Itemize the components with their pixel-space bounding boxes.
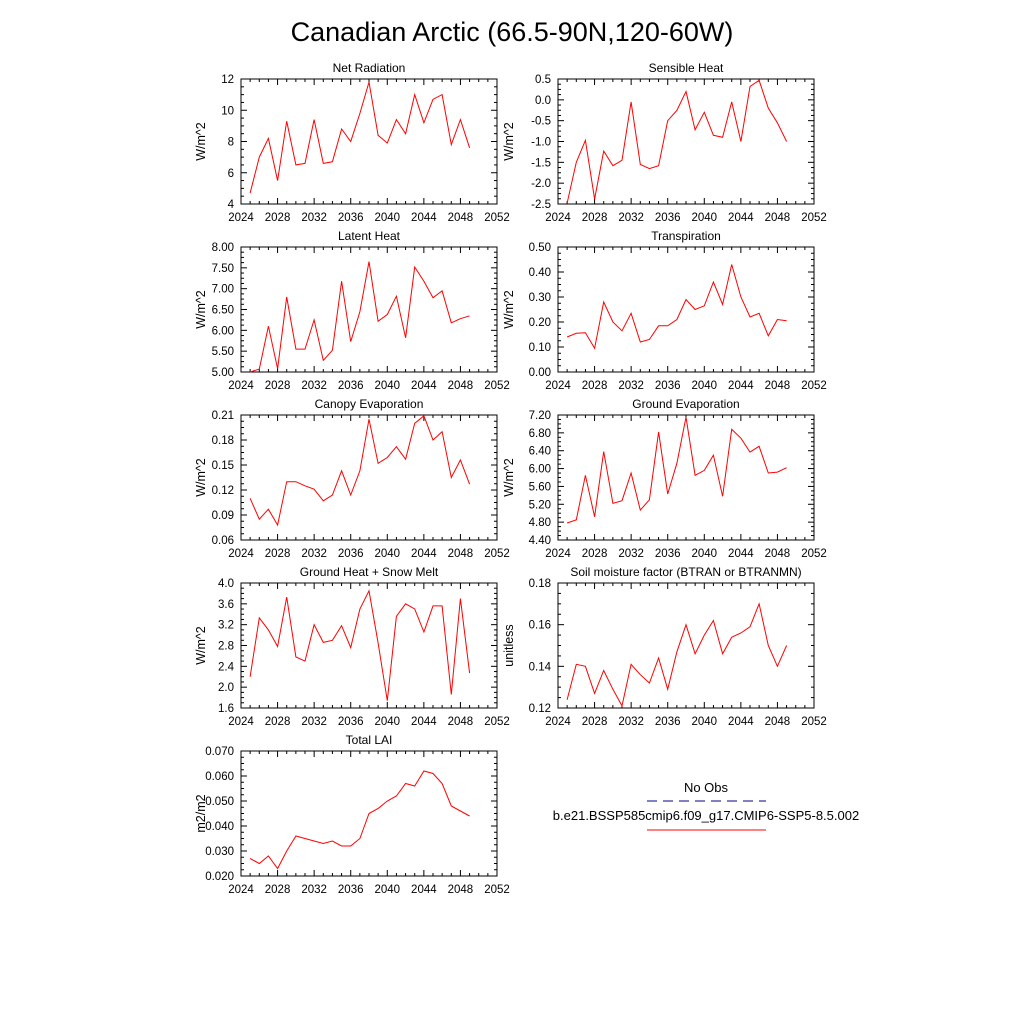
panel-ground-evaporation bbox=[502, 397, 827, 560]
x-tick-label: 2048 bbox=[764, 548, 791, 560]
x-tick-label: 2036 bbox=[337, 884, 364, 896]
x-tick-label: 2028 bbox=[581, 380, 608, 392]
x-tick-label: 2048 bbox=[764, 380, 791, 392]
y-axis-label: m2/m2 bbox=[194, 794, 208, 833]
y-tick-label: 0.5 bbox=[535, 74, 551, 86]
y-axis-label: W/m^2 bbox=[194, 458, 208, 497]
y-tick-label: 0.070 bbox=[205, 746, 234, 758]
y-tick-label: 2.4 bbox=[218, 661, 234, 674]
x-tick-label: 2024 bbox=[228, 716, 254, 728]
y-tick-label: 0.030 bbox=[205, 846, 234, 858]
figure-title: Canadian Arctic (66.5-90N,120-60W) bbox=[290, 17, 734, 47]
x-tick-label: 2036 bbox=[654, 380, 681, 392]
y-tick-label: 0.020 bbox=[205, 871, 234, 883]
x-tick-label: 2052 bbox=[801, 548, 827, 560]
x-tick-label: 2028 bbox=[581, 212, 608, 224]
panel-title: Canopy Evaporation bbox=[314, 397, 424, 411]
x-tick-label: 2028 bbox=[264, 548, 291, 560]
series-line bbox=[250, 591, 470, 701]
plot-frame bbox=[558, 415, 814, 540]
y-tick-label: 0.040 bbox=[205, 821, 234, 833]
plot-frame bbox=[241, 79, 497, 204]
y-tick-label: 10 bbox=[221, 105, 234, 118]
legend-obs-label: No Obs bbox=[683, 780, 729, 795]
panel-ground-heat-snow-melt bbox=[194, 565, 510, 728]
x-tick-label: 2024 bbox=[228, 884, 254, 896]
x-tick-label: 2048 bbox=[764, 212, 791, 224]
x-tick-label: 2040 bbox=[374, 884, 401, 896]
y-tick-label: 6 bbox=[227, 167, 234, 180]
panel-transpiration bbox=[502, 229, 827, 392]
y-tick-label: -1.5 bbox=[531, 157, 551, 170]
y-tick-label: 8.00 bbox=[211, 242, 234, 254]
y-tick-label: 0.0 bbox=[535, 94, 551, 107]
x-tick-label: 2040 bbox=[691, 380, 718, 392]
y-tick-label: 0.20 bbox=[528, 317, 551, 329]
x-tick-label: 2024 bbox=[228, 212, 254, 224]
x-tick-label: 2052 bbox=[484, 548, 510, 560]
x-tick-label: 2052 bbox=[801, 716, 827, 728]
y-tick-label: 6.00 bbox=[211, 325, 234, 338]
y-tick-label: 4 bbox=[227, 199, 234, 211]
panel-sensible-heat bbox=[502, 61, 827, 224]
x-tick-label: 2048 bbox=[447, 212, 474, 224]
y-tick-label: 0.10 bbox=[528, 342, 551, 354]
x-tick-label: 2032 bbox=[618, 380, 644, 392]
x-tick-label: 2040 bbox=[691, 716, 718, 728]
x-tick-label: 2044 bbox=[411, 380, 437, 392]
y-tick-label: 3.6 bbox=[218, 598, 234, 611]
x-tick-label: 2032 bbox=[301, 548, 327, 560]
y-tick-label: 8 bbox=[227, 136, 234, 149]
x-tick-label: 2024 bbox=[545, 716, 571, 728]
panels bbox=[194, 61, 827, 896]
panel-title: Ground Heat + Snow Melt bbox=[299, 565, 439, 579]
y-tick-label: 0.18 bbox=[528, 578, 551, 590]
x-tick-label: 2040 bbox=[374, 548, 401, 560]
x-tick-label: 2032 bbox=[301, 380, 327, 392]
panel-total-lai bbox=[194, 733, 510, 896]
series-line bbox=[567, 604, 787, 706]
y-tick-label: 1.6 bbox=[218, 703, 234, 715]
panel-title: Transpiration bbox=[651, 229, 721, 243]
x-tick-label: 2044 bbox=[411, 716, 437, 728]
x-tick-label: 2028 bbox=[581, 548, 608, 560]
y-tick-label: 7.20 bbox=[528, 410, 551, 422]
x-tick-label: 2028 bbox=[264, 716, 291, 728]
x-tick-label: 2032 bbox=[301, 884, 327, 896]
y-tick-label: 2.8 bbox=[218, 640, 234, 653]
series-line bbox=[250, 771, 470, 869]
x-tick-label: 2040 bbox=[374, 380, 401, 392]
y-tick-label: 0.18 bbox=[211, 435, 234, 447]
y-tick-label: 0.06 bbox=[211, 535, 234, 547]
x-tick-label: 2052 bbox=[801, 212, 827, 224]
x-tick-label: 2048 bbox=[447, 884, 474, 896]
panel-title: Net Radiation bbox=[332, 61, 406, 75]
x-tick-label: 2044 bbox=[411, 884, 437, 896]
x-tick-label: 2032 bbox=[301, 716, 327, 728]
y-tick-label: 5.00 bbox=[211, 367, 234, 379]
y-tick-label: 7.00 bbox=[211, 283, 234, 296]
y-tick-label: 0.12 bbox=[211, 485, 234, 497]
y-tick-label: -0.5 bbox=[531, 115, 551, 128]
y-tick-label: 0.15 bbox=[211, 460, 234, 472]
y-tick-label: 0.50 bbox=[528, 242, 551, 254]
y-tick-label: -2.5 bbox=[531, 199, 551, 211]
x-tick-label: 2044 bbox=[728, 548, 754, 560]
x-tick-label: 2032 bbox=[618, 548, 644, 560]
x-tick-label: 2048 bbox=[447, 548, 474, 560]
series-line bbox=[567, 417, 787, 523]
x-tick-label: 2044 bbox=[411, 212, 437, 224]
y-tick-label: 2.0 bbox=[218, 682, 234, 695]
plot-frame bbox=[558, 247, 814, 372]
plot-frame bbox=[241, 415, 497, 540]
y-tick-label: 0.060 bbox=[205, 771, 234, 783]
panel-title: Latent Heat bbox=[337, 229, 401, 243]
y-tick-label: 5.20 bbox=[528, 499, 551, 512]
y-tick-label: 4.40 bbox=[528, 535, 551, 547]
x-tick-label: 2036 bbox=[654, 548, 681, 560]
plot-frame bbox=[241, 583, 497, 708]
y-tick-label: 6.80 bbox=[528, 427, 551, 440]
series-line bbox=[567, 80, 787, 203]
y-tick-label: 4.80 bbox=[528, 517, 551, 530]
x-tick-label: 2052 bbox=[801, 380, 827, 392]
y-tick-label: 0.14 bbox=[528, 661, 551, 674]
panel-title: Ground Evaporation bbox=[632, 397, 740, 411]
x-tick-label: 2032 bbox=[618, 716, 644, 728]
y-tick-label: 7.50 bbox=[211, 262, 234, 275]
panel-net-radiation bbox=[194, 61, 510, 224]
y-tick-label: 0.050 bbox=[205, 796, 234, 808]
y-tick-label: 6.40 bbox=[528, 445, 551, 458]
panel-latent-heat bbox=[194, 229, 510, 392]
x-tick-label: 2036 bbox=[337, 380, 364, 392]
y-tick-label: 12 bbox=[221, 74, 234, 86]
y-tick-label: -1.0 bbox=[531, 136, 551, 149]
y-tick-label: 0.30 bbox=[528, 292, 551, 304]
x-tick-label: 2052 bbox=[484, 212, 510, 224]
series-line bbox=[567, 265, 787, 349]
y-tick-label: 4.0 bbox=[218, 578, 234, 590]
y-tick-label: 0.09 bbox=[211, 510, 234, 522]
y-axis-label: W/m^2 bbox=[194, 626, 208, 665]
x-tick-label: 2028 bbox=[264, 212, 291, 224]
panel-title: Total LAI bbox=[345, 733, 393, 747]
panel-canopy-evaporation bbox=[194, 397, 510, 560]
x-tick-label: 2032 bbox=[618, 212, 644, 224]
panel-title: Sensible Heat bbox=[648, 61, 724, 75]
x-tick-label: 2036 bbox=[654, 212, 681, 224]
y-tick-label: 6.50 bbox=[211, 304, 234, 317]
x-tick-label: 2028 bbox=[264, 884, 291, 896]
legend-model-label: b.e21.BSSP585cmip6.f09_g17.CMIP6-SSP5-8.5.002 bbox=[552, 808, 860, 823]
panel-soil-moisture-factor-btran-or-btranmn bbox=[502, 565, 827, 728]
y-tick-label: 5.60 bbox=[528, 481, 551, 494]
y-tick-label: 6.00 bbox=[528, 463, 551, 476]
x-tick-label: 2040 bbox=[374, 716, 401, 728]
y-tick-label: 0.40 bbox=[528, 267, 551, 279]
panel-title: Soil moisture factor (BTRAN or BTRANMN) bbox=[570, 565, 802, 579]
x-tick-label: 2048 bbox=[764, 716, 791, 728]
x-tick-label: 2036 bbox=[337, 716, 364, 728]
series-line bbox=[250, 416, 470, 525]
y-tick-label: -2.0 bbox=[531, 178, 551, 191]
x-tick-label: 2024 bbox=[228, 380, 254, 392]
series-line bbox=[250, 82, 470, 193]
x-tick-label: 2040 bbox=[691, 212, 718, 224]
x-tick-label: 2024 bbox=[545, 212, 571, 224]
y-axis-label: W/m^2 bbox=[502, 122, 516, 161]
x-tick-label: 2048 bbox=[447, 716, 474, 728]
series-line bbox=[250, 262, 470, 372]
x-tick-label: 2036 bbox=[337, 548, 364, 560]
x-tick-label: 2048 bbox=[447, 380, 474, 392]
y-axis-label: W/m^2 bbox=[502, 458, 516, 497]
x-tick-label: 2028 bbox=[581, 716, 608, 728]
x-tick-label: 2044 bbox=[728, 212, 754, 224]
y-axis-label: W/m^2 bbox=[502, 290, 516, 329]
x-tick-label: 2024 bbox=[545, 380, 571, 392]
y-tick-label: 0.00 bbox=[528, 367, 551, 379]
y-axis-label: W/m^2 bbox=[194, 290, 208, 329]
y-tick-label: 0.16 bbox=[528, 619, 551, 632]
x-tick-label: 2044 bbox=[411, 548, 437, 560]
x-tick-label: 2036 bbox=[337, 212, 364, 224]
x-tick-label: 2052 bbox=[484, 884, 510, 896]
plot-frame bbox=[558, 79, 814, 204]
x-tick-label: 2032 bbox=[301, 212, 327, 224]
y-axis-label: unitless bbox=[502, 624, 516, 667]
x-tick-label: 2040 bbox=[691, 548, 718, 560]
y-tick-label: 0.21 bbox=[211, 410, 234, 422]
y-tick-label: 3.2 bbox=[218, 619, 234, 632]
x-tick-label: 2024 bbox=[228, 548, 254, 560]
y-tick-label: 0.12 bbox=[528, 703, 551, 715]
x-tick-label: 2052 bbox=[484, 380, 510, 392]
y-tick-label: 5.50 bbox=[211, 346, 234, 359]
x-tick-label: 2044 bbox=[728, 716, 754, 728]
x-tick-label: 2036 bbox=[654, 716, 681, 728]
x-tick-label: 2024 bbox=[545, 548, 571, 560]
legend bbox=[553, 780, 859, 830]
x-tick-label: 2052 bbox=[484, 716, 510, 728]
x-tick-label: 2028 bbox=[264, 380, 291, 392]
y-axis-label: W/m^2 bbox=[194, 122, 208, 161]
x-tick-label: 2040 bbox=[374, 212, 401, 224]
x-tick-label: 2044 bbox=[728, 380, 754, 392]
